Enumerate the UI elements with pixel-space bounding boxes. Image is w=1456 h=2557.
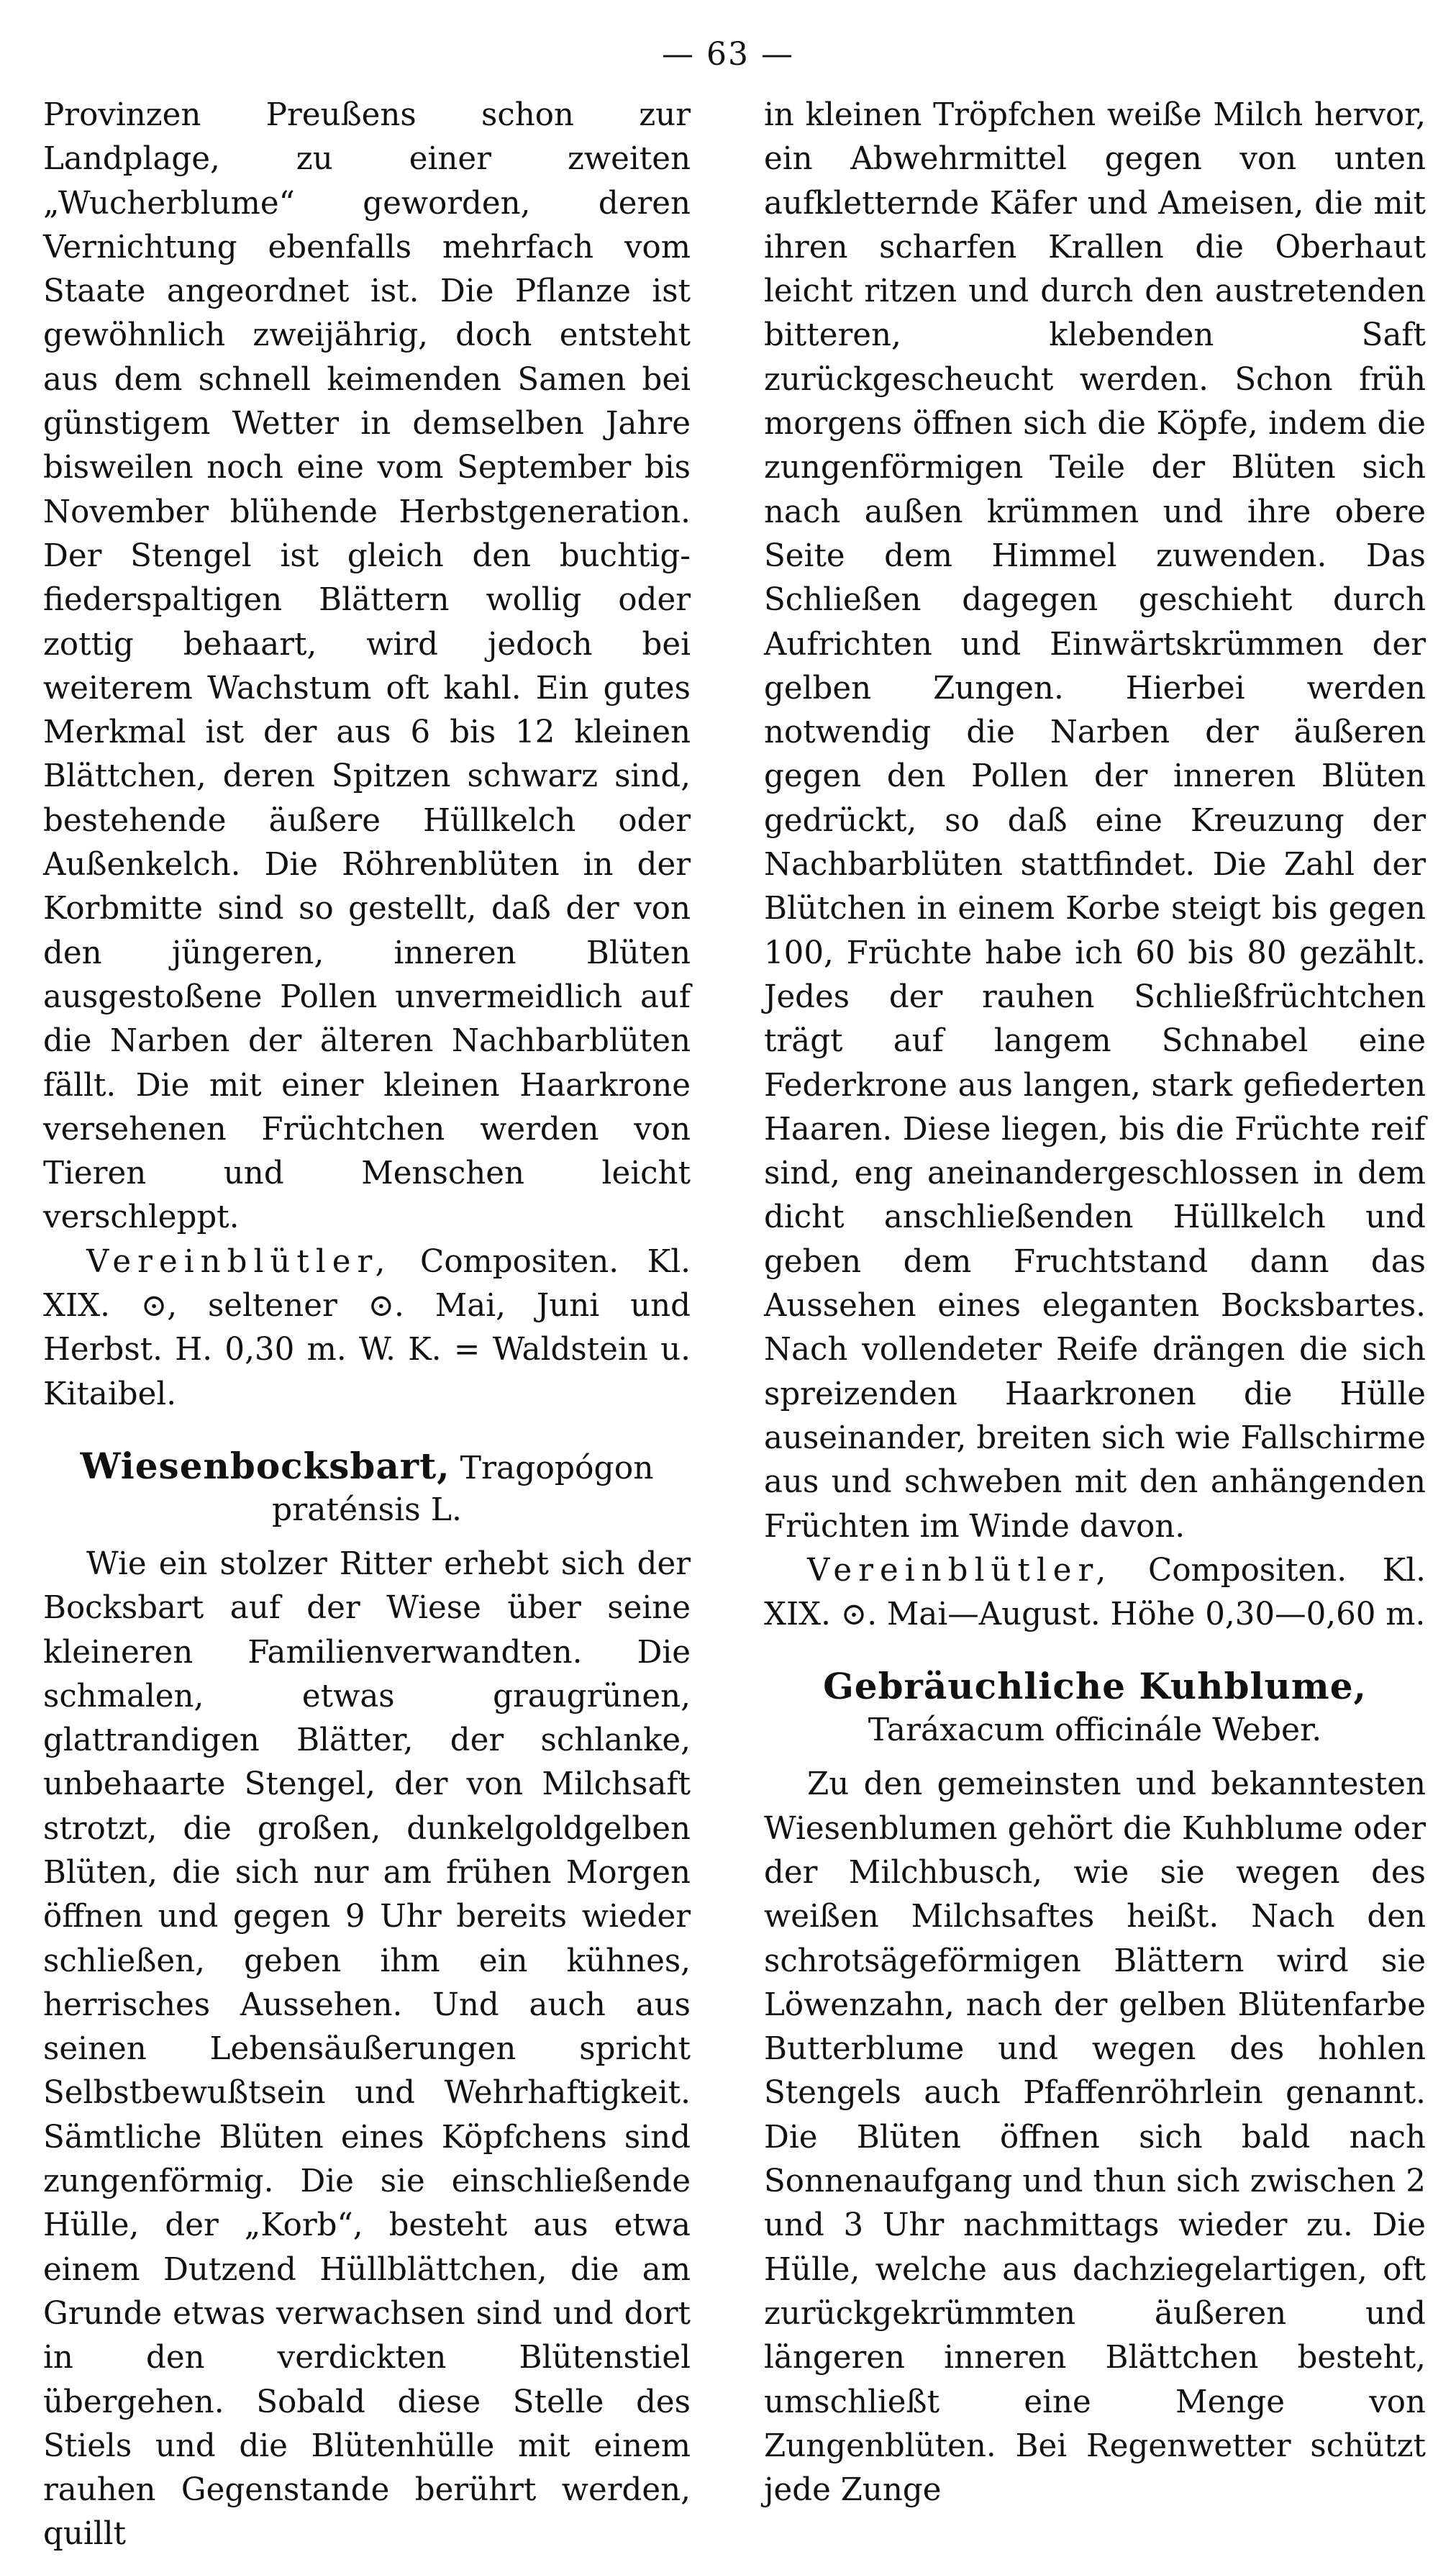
classification-details: Compositen. Kl. XIX. ⊙. Mai—August. Höhe 0,30—0,60 m.	[764, 1552, 1426, 1633]
page-number: — 63 —	[662, 36, 794, 73]
right-paragraph-kuhblume: Zu den gemeinsten und bekanntesten Wiesenblumen gehört die Kuhblume oder der Milchbusch, wie sie wegen des weißen Milchsaftes heißt. Nach den schrotsägeförmigen Blättern wird sie Löwenzahn, nach der gelben Blütenfarbe Butterblume und wegen des hohlen Stengels auch Pfaffenröhrlein genannt. Die Blüten öffnen sich bald nach Sonnenaufgang und thun sich zwischen 2 und 3 Uhr nachmittags wieder zu. Die Hülle, welche aus dachziegelartigen, oft zurückgekrümmten äußeren und längeren inneren Blättchen besteht, umschließt eine Menge von Zungenblüten. Bei Regenwetter schützt jede Zunge	[764, 1766, 1426, 2509]
left-classification	[43, 1240, 691, 1417]
classification-family: Vereinblütler,	[807, 1552, 1113, 1589]
left-column	[43, 94, 691, 2557]
species-heading-taraxacum	[764, 1666, 1426, 1751]
left-paragraph-continuation: Provinzen Preußens schon zur Landplage, zu einer zweiten „Wucherblume“ geworden, deren Vernichtung ebenfalls mehrfach vom Staate angeordnet ist. Die Pflanze ist gewöhnlich zweijährig, doch entsteht aus dem schnell keimenden Samen bei günstigem Wetter in demselben Jahre bisweilen noch eine vom September bis November blühende Herbstgeneration. Der Stengel ist gleich den buchtig-fiederspaltigen Blättern wollig oder zottig behaart, wird jedoch bei weiterem Wachstum oft kahl. Ein gutes Merkmal ist der aus 6 bis 12 kleinen Blättchen, deren Spitzen schwarz sind, bestehende äußere Hüllkelch oder Außenkelch. Die Röhrenblüten in der Korbmitte sind so gestellt, daß der von den jüngeren, inneren Blüten ausgestoßene Pollen unvermeidlich auf die Narben der älteren Nachbarblüten fällt. Die mit einer kleinen Haarkrone versehenen Früchtchen werden von Tieren und Menschen leicht verschleppt.	[43, 97, 691, 1236]
right-classification	[764, 1549, 1426, 1638]
species-latin-name: Taráxacum officinále Weber.	[868, 1712, 1322, 1749]
species-heading-tragopogon	[43, 1445, 691, 1531]
classification-family: Vereinblütler,	[86, 1243, 392, 1280]
species-common-name: Wiesenbocksbart,	[80, 1444, 450, 1487]
species-common-name: Gebräuchliche Kuhblume,	[823, 1665, 1367, 1708]
classification-details: Compositen. Kl. XIX. ⊙, seltener ⊙. Mai, Juni und Herbst. H. 0,30 m. W. K. = Waldstein u. Kitaibel.	[43, 1243, 691, 1412]
right-column	[764, 94, 1426, 2512]
species-latin-name: Tragopógon praténsis L.	[272, 1449, 654, 1528]
left-paragraph-bocksbart: Wie ein stolzer Ritter erhebt sich der Bocksbart auf der Wiese über seine kleineren Familienverwandten. Die schmalen, etwas graugrünen, glattrandigen Blätter, der schlanke, unbehaarte Stengel, der von Milchsaft strotzt, die großen, dunkelgoldgelben Blüten, die sich nur am frühen Morgen öffnen und gegen 9 Uhr bereits wieder schließen, geben ihm ein kühnes, herrisches Aussehen. Und auch aus seinen Lebensäußerungen spricht Selbstbewußtsein und Wehrhaftigkeit. Sämtliche Blüten eines Köpfchens sind zungenförmig. Die sie einschließende Hülle, der „Korb“, besteht aus etwa einem Dutzend Hüllblättchen, die am Grunde etwas verwachsen sind und dort in den verdickten Blütenstiel übergehen. Sobald diese Stelle des Stiels und die Blütenhülle mit einem rauhen Gegenstande berührt werden, quillt	[43, 1545, 691, 2553]
right-paragraph-continuation: in kleinen Tröpfchen weiße Milch hervor, ein Abwehrmittel gegen von unten aufkletternde Käfer und Ameisen, die mit ihren scharfen Krallen die Oberhaut leicht ritzen und durch den austretenden bitteren, klebenden Saft zurückgescheucht werden. Schon früh morgens öffnen sich die Köpfe, indem die zungenförmigen Teile der Blüten sich nach außen krümmen und ihre obere Seite dem Himmel zuwenden. Das Schließen dagegen geschieht durch Aufrichten und Einwärtskrümmen der gelben Zungen. Hierbei werden notwendig die Narben der äußeren gegen den Pollen der inneren Blüten gedrückt, so daß eine Kreuzung der Nachbarblüten stattfindet. Die Zahl der Blütchen in einem Korbe steigt bis gegen 100, Früchte habe ich 60 bis 80 gezählt. Jedes der rauhen Schließfrüchtchen trägt auf langem Schnabel eine Federkrone aus langen, stark gefiederten Haaren. Diese liegen, bis die Früchte reif sind, eng aneinandergeschlossen in dem dicht anschließenden Hüllkelch und geben dem Fruchtstand dann das Aussehen eines eleganten Bocksbartes. Nach vollendeter Reife drängen die sich spreizenden Haarkronen die Hülle auseinander, breiten sich wie Fallschirme aus und schweben mit den anhängenden Früchten im Winde davon.	[764, 97, 1426, 1545]
